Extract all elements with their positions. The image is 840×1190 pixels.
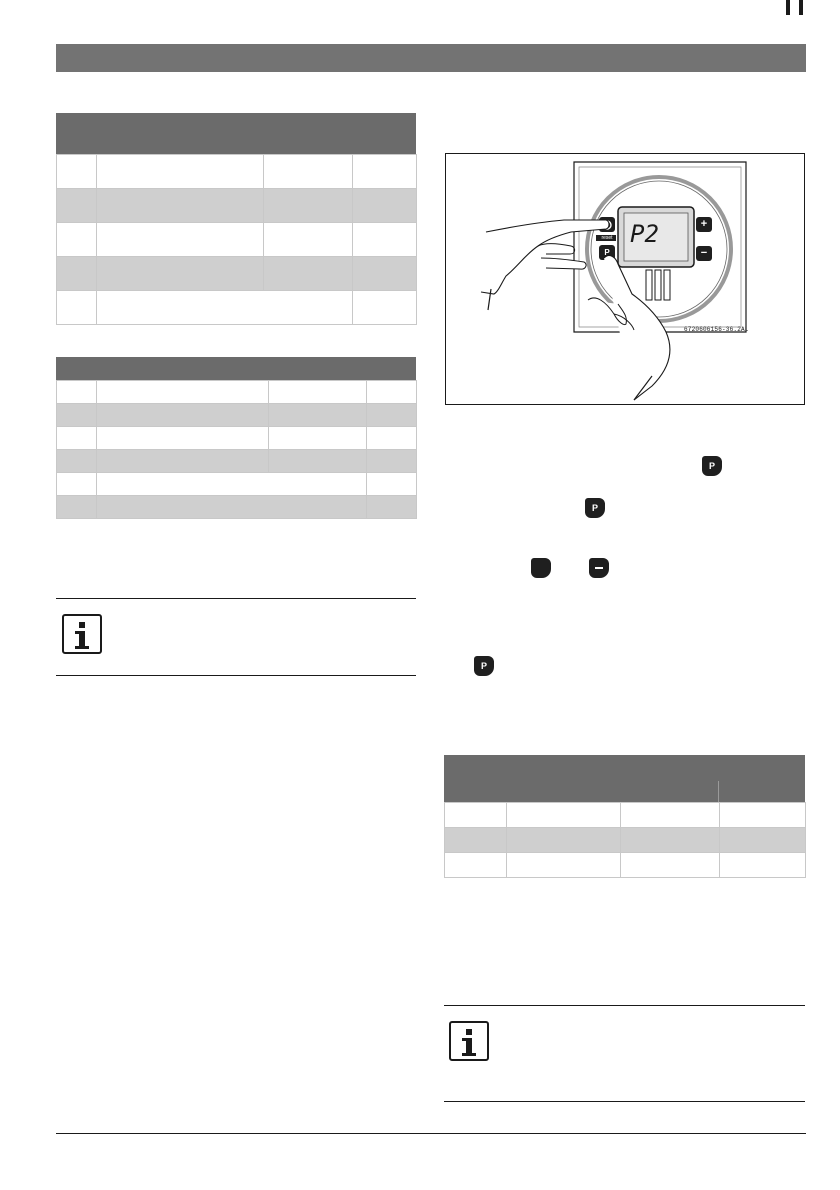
figure-code: 6720606156-36.2AL xyxy=(684,326,749,333)
table-3-header-divider xyxy=(718,781,719,802)
p-key-icon: P xyxy=(474,656,494,676)
table-row xyxy=(57,427,417,450)
p-key-icon: P xyxy=(585,498,605,518)
table-row xyxy=(57,404,417,427)
table-3 xyxy=(444,802,806,878)
thermostat-illustration xyxy=(446,154,806,406)
table-2-header xyxy=(56,357,416,380)
crop-mark xyxy=(799,0,803,15)
table-1-header xyxy=(56,113,416,154)
info-icon xyxy=(62,614,102,654)
minus-key-icon xyxy=(589,558,609,578)
display-readout: P2 xyxy=(630,220,659,248)
plus-key-icon xyxy=(531,558,551,578)
p-key-icon: P xyxy=(702,456,722,476)
table-row xyxy=(57,381,417,404)
note-bottom-rule xyxy=(56,675,416,676)
table-row xyxy=(57,189,417,223)
plus-key: + xyxy=(700,218,708,230)
info-icon xyxy=(449,1021,489,1061)
reset-label: reset xyxy=(601,235,613,241)
table-row xyxy=(445,828,806,853)
header-bar xyxy=(56,44,806,72)
table-row xyxy=(57,473,417,496)
note-top-rule xyxy=(56,598,416,599)
table-row xyxy=(57,496,417,519)
table-1 xyxy=(56,154,417,325)
table-row xyxy=(57,155,417,189)
minus-key: − xyxy=(700,247,708,259)
p-key: P xyxy=(604,248,610,257)
table-row xyxy=(57,257,417,291)
table-row xyxy=(57,450,417,473)
table-row xyxy=(445,803,806,828)
table-row xyxy=(57,223,417,257)
note-bottom-rule xyxy=(444,1101,805,1102)
crop-mark xyxy=(786,0,790,15)
table-3-header xyxy=(444,755,805,802)
table-2 xyxy=(56,380,417,519)
footer-rule xyxy=(56,1133,806,1134)
note-top-rule xyxy=(444,1005,805,1006)
thermostat-figure xyxy=(445,153,805,405)
table-row xyxy=(57,291,417,325)
table-row xyxy=(445,853,806,878)
